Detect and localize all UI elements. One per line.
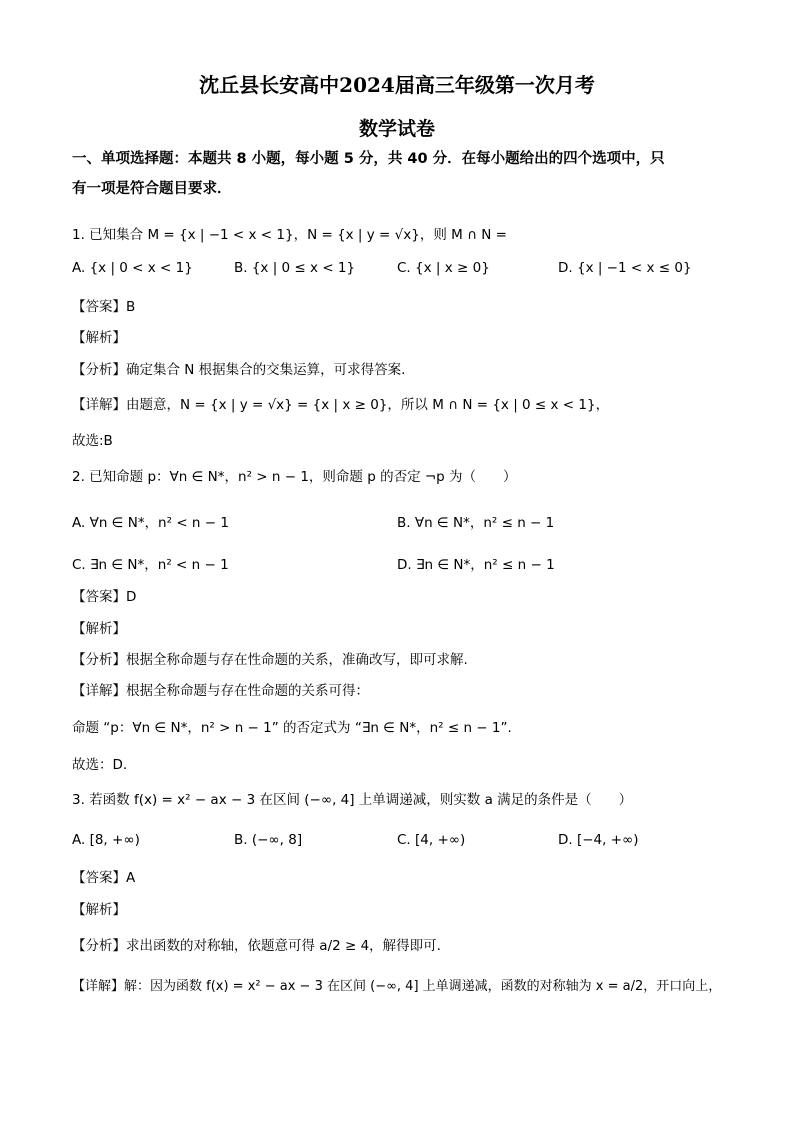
q2-choice: 故选：D.: [72, 757, 128, 773]
q1-answer: 【答案】B: [72, 299, 136, 315]
q3-analysis-label: 【解析】: [72, 902, 126, 918]
q3-option-d: D. [−4, +∞): [558, 832, 639, 848]
page-title: 沈丘县长安高中2024届高三年级第一次月考: [199, 73, 595, 97]
q2-option-b: B. ∀n ∈ N*，n² ≤ n − 1: [397, 515, 555, 531]
q3-xiangjie: 【详解】解：因为函数 f(x) = x² − ax − 3 在区间 (−∞, 4] 上单调递减，函数的对称轴为 x = a/2，开口向上，: [72, 979, 722, 994]
q3-answer: 【答案】A: [72, 870, 136, 886]
q1-option-c: C. {x | x ≥ 0}: [397, 260, 490, 276]
q2-stem: 2. 已知命题 p：∀n ∈ N*，n² > n − 1，则命题 p 的否定 ¬p 为（ ）: [72, 469, 517, 485]
section-heading-line1: 一、单项选择题：本题共 8 小题，每小题 5 分，共 40 分．在每小题给出的四个选项中，只: [72, 151, 665, 167]
q3-option-a: A. [8, +∞): [72, 832, 140, 848]
q3-fenxi: 【分析】求出函数的对称轴，依题意可得 a/2 ≥ 4，解得即可.: [72, 938, 441, 954]
q2-detail: 命题 “p：∀n ∈ N*，n² > n − 1” 的否定式为 “∃n ∈ N*，n² ≤ n − 1”.: [72, 720, 512, 736]
q2-analysis-label: 【解析】: [72, 621, 126, 637]
q1-option-d: D. {x | −1 < x ≤ 0}: [558, 260, 692, 276]
q3-option-c: C. [4, +∞): [397, 832, 466, 848]
q2-option-d: D. ∃n ∈ N*，n² ≤ n − 1: [397, 557, 555, 573]
q3-option-b: B. (−∞, 8]: [234, 832, 303, 848]
q2-fenxi: 【分析】根据全称命题与存在性命题的关系，准确改写，即可求解.: [72, 652, 468, 668]
page-subtitle: 数学试卷: [358, 118, 435, 140]
q2-option-a: A. ∀n ∈ N*，n² < n − 1: [72, 515, 229, 531]
q1-stem: 1. 已知集合 M = {x | −1 < x < 1}，N = {x | y = √x}，则 M ∩ N =: [72, 227, 507, 243]
section-heading-line2: 有一项是符合题目要求．: [72, 181, 232, 197]
q1-choice: 故选:B: [72, 433, 113, 449]
q1-fenxi: 【分析】确定集合 N 根据集合的交集运算，可求得答案.: [72, 362, 406, 378]
q1-xiangjie: 【详解】由题意，N = {x | y = √x} = {x | x ≥ 0}，所以 M ∩ N = {x | 0 ≤ x < 1}，: [72, 397, 610, 413]
q1-analysis-label: 【解析】: [72, 330, 126, 346]
q1-option-b: B. {x | 0 ≤ x < 1}: [234, 260, 356, 276]
q2-xiangjie: 【详解】根据全称命题与存在性命题的关系可得：: [72, 683, 369, 699]
q2-answer: 【答案】D: [72, 589, 137, 605]
q3-stem: 3. 若函数 f(x) = x² − ax − 3 在区间 (−∞, 4] 上单调递减，则实数 a 满足的条件是（ ）: [72, 792, 633, 808]
q1-option-a: A. {x | 0 < x < 1}: [72, 260, 193, 276]
q2-option-c: C. ∃n ∈ N*，n² < n − 1: [72, 557, 229, 573]
